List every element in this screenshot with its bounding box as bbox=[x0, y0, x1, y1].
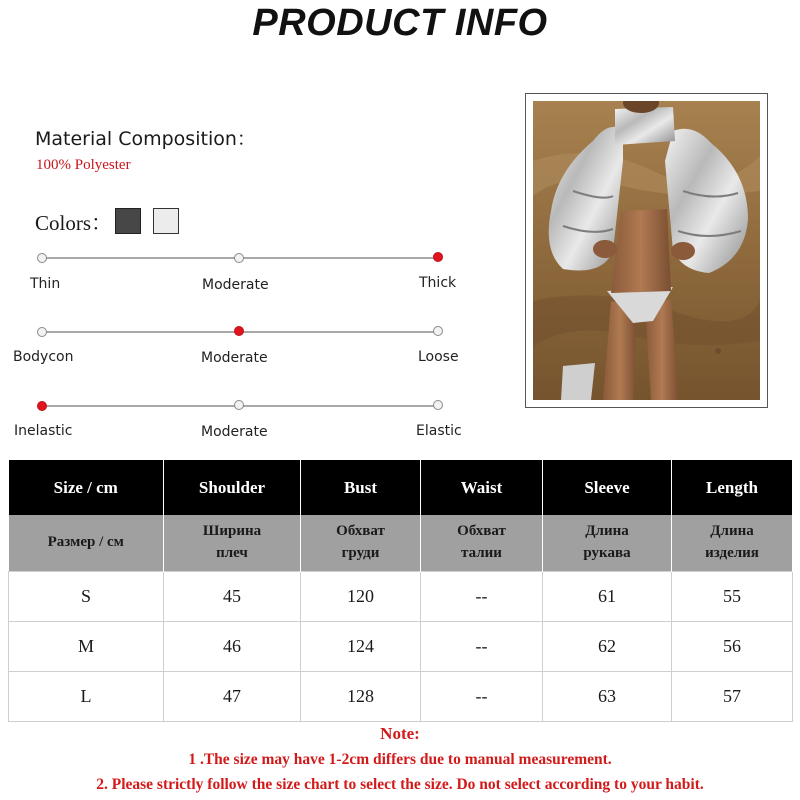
cell-size: S bbox=[9, 572, 164, 622]
header-ru-waist bbox=[421, 515, 543, 572]
cell-bust: 124 bbox=[301, 622, 421, 672]
cell-shoulder: 45 bbox=[164, 572, 301, 622]
cell-waist: -- bbox=[421, 622, 543, 672]
scale-label-moderate: Moderate bbox=[202, 277, 269, 293]
header-ru-text: рукава bbox=[583, 545, 631, 562]
page-title: PRODUCT INFO bbox=[252, 2, 548, 44]
product-photo-image bbox=[533, 101, 760, 400]
scale-label-moderate: Moderate bbox=[201, 424, 268, 440]
header-ru-text: талии bbox=[461, 545, 502, 562]
scale-dot-elastic bbox=[433, 400, 443, 410]
scale-label-thin: Thin bbox=[30, 276, 61, 292]
header-ru-text: Длина bbox=[585, 523, 629, 540]
header-ru-shoulder bbox=[164, 515, 301, 572]
size-table-header-ru bbox=[9, 515, 793, 572]
header-ru-length bbox=[672, 515, 793, 572]
size-table-header-en bbox=[9, 460, 793, 515]
note-title: Note: bbox=[380, 724, 420, 743]
header-ru-text: изделия bbox=[705, 545, 759, 562]
material-label: Material Composition： bbox=[35, 128, 256, 150]
material-value: 100% Polyester bbox=[36, 157, 131, 173]
header-ru-text: груди bbox=[341, 545, 380, 562]
cell-size: M bbox=[9, 622, 164, 672]
cell-sleeve: 61 bbox=[543, 572, 672, 622]
scale-dot-thick bbox=[433, 252, 443, 262]
cell-sleeve: 63 bbox=[543, 672, 672, 722]
fit-scale bbox=[0, 324, 500, 374]
scale-label-bodycon: Bodycon bbox=[13, 349, 74, 365]
header-shoulder: Shoulder bbox=[164, 460, 301, 515]
elasticity-scale bbox=[0, 398, 500, 448]
header-ru-size bbox=[9, 515, 164, 572]
header-length: Length bbox=[672, 460, 793, 515]
scale-label-inelastic: Inelastic bbox=[14, 423, 73, 439]
scale-dot-loose bbox=[433, 326, 443, 336]
cell-bust: 128 bbox=[301, 672, 421, 722]
scale-dot-bodycon bbox=[37, 327, 47, 337]
colors-label: Colors： bbox=[35, 211, 113, 235]
header-ru-text: Обхват bbox=[336, 523, 385, 540]
table-row bbox=[9, 572, 793, 622]
scale-dot-moderate bbox=[234, 253, 244, 263]
cell-bust: 120 bbox=[301, 572, 421, 622]
cell-sleeve: 62 bbox=[543, 622, 672, 672]
product-photo bbox=[525, 93, 768, 408]
header-ru-sleeve bbox=[543, 515, 672, 572]
cell-length: 56 bbox=[672, 622, 793, 672]
color-swatch-dark[interactable] bbox=[115, 208, 141, 234]
note-line-1: 1 .The size may have 1-2cm differs due to manual measurement. bbox=[188, 751, 612, 768]
size-chart-table bbox=[8, 460, 793, 722]
header-waist: Waist bbox=[421, 460, 543, 515]
header-ru-text: Размер / см bbox=[47, 534, 124, 551]
table-row bbox=[9, 672, 793, 722]
header-ru-text: Длина bbox=[710, 523, 754, 540]
thickness-scale bbox=[0, 250, 500, 300]
scale-dot-moderate bbox=[234, 326, 244, 336]
header-ru-bust bbox=[301, 515, 421, 572]
scale-label-loose: Loose bbox=[418, 349, 459, 365]
color-swatch-light[interactable] bbox=[153, 208, 179, 234]
note-line-2: 2. Please strictly follow the size chart to select the size. Do not select according to your habit. bbox=[96, 776, 704, 793]
cell-shoulder: 46 bbox=[164, 622, 301, 672]
scale-dot-moderate bbox=[234, 400, 244, 410]
scale-label-elastic: Elastic bbox=[416, 423, 462, 439]
header-size: Size / cm bbox=[9, 460, 164, 515]
header-sleeve: Sleeve bbox=[543, 460, 672, 515]
scale-label-thick: Thick bbox=[419, 275, 457, 291]
scale-label-moderate: Moderate bbox=[201, 350, 268, 366]
header-ru-text: Ширина bbox=[202, 523, 262, 540]
header-ru-text: Обхват bbox=[457, 523, 506, 540]
header-bust: Bust bbox=[301, 460, 421, 515]
header-ru-text: плеч bbox=[216, 545, 248, 562]
scale-dot-thin bbox=[37, 253, 47, 263]
cell-shoulder: 47 bbox=[164, 672, 301, 722]
scale-dot-inelastic bbox=[37, 401, 47, 411]
cell-waist: -- bbox=[421, 672, 543, 722]
cell-length: 55 bbox=[672, 572, 793, 622]
table-row bbox=[9, 622, 793, 672]
cell-waist: -- bbox=[421, 572, 543, 622]
cell-length: 57 bbox=[672, 672, 793, 722]
cell-size: L bbox=[9, 672, 164, 722]
